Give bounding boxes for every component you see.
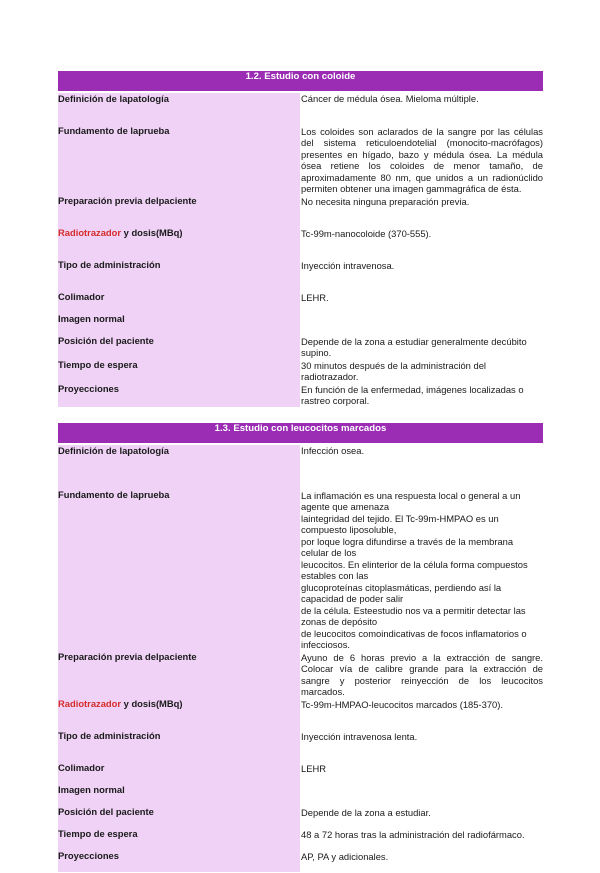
row-definicion — [58, 445, 543, 489]
row-proyecciones — [58, 383, 543, 407]
radiotrazador-link: Radiotrazador — [58, 227, 122, 238]
row-label: Tiempo de espera — [58, 359, 301, 383]
row-value: Cáncer de médula ósea. Mieloma múltiple. — [301, 93, 544, 125]
row-value: 30 minutos después de la administración del radiotrazador. — [301, 359, 544, 383]
row-value: 48 a 72 horas tras la administración del radiofármaco. — [301, 828, 544, 850]
table-title: 1.3. Estudio con leucocitos marcados — [58, 423, 543, 443]
row-label: Posición del paciente — [58, 335, 301, 359]
row-definicion — [58, 93, 543, 125]
row-value: Tc-99m-HMPAO-leucocitos marcados (185-370). — [301, 698, 544, 730]
row-posicion — [58, 806, 543, 828]
row-label — [58, 698, 301, 730]
row-label: Tiempo de espera — [58, 828, 301, 850]
row-value: Depende de la zona a estudiar. — [301, 806, 544, 828]
row-fundamento — [58, 489, 543, 651]
row-imagen — [58, 313, 543, 335]
row-label — [58, 227, 301, 259]
fundamento-line: por loque logra difundirse a través de la membrana celular de los — [301, 535, 514, 558]
row-tipo — [58, 730, 543, 762]
row-value — [301, 489, 544, 651]
row-fundamento — [58, 125, 543, 195]
row-colimador — [58, 762, 543, 784]
row-radiotrazador — [58, 227, 543, 259]
row-value: AP, PA y adicionales. — [301, 850, 544, 872]
row-value: Inyección intravenosa. — [301, 259, 544, 291]
row-value: Infección osea. — [301, 445, 544, 489]
table-header — [58, 71, 543, 91]
row-value: Tc-99m-nanocoloide (370-555). — [301, 227, 544, 259]
row-value: Inyección intravenosa lenta. — [301, 730, 544, 762]
row-tipo — [58, 259, 543, 291]
row-label: Preparación previa delpaciente — [58, 651, 301, 698]
row-label: Fundamento de laprueba — [58, 489, 301, 651]
row-label: Tipo de administración — [58, 259, 301, 291]
row-posicion — [58, 335, 543, 359]
row-radiotrazador — [58, 698, 543, 730]
row-value: No necesita ninguna preparación previa. — [301, 195, 544, 227]
fundamento-line: leucocitos. En elinterior de la célula forma compuestos estables con las — [301, 558, 528, 581]
row-label: Fundamento de laprueba — [58, 125, 301, 195]
fundamento-line: La inflamación es una respuesta local o general a un agente que amenaza — [301, 489, 521, 512]
row-label: Colimador — [58, 762, 301, 784]
row-value: Ayuno de 6 horas previo a la extracción de sangre. Colocar vía de calibre grande para la extracción de sangre y posterior reinyección de los leucocitos marcados. — [301, 651, 543, 697]
table-title: 1.2. Estudio con coloide — [58, 71, 543, 91]
row-label: Proyecciones — [58, 383, 301, 407]
row-proyecciones — [58, 850, 543, 872]
fundamento-line: de leucocitos comoindicativas de focos inflamatorios o infecciosos. — [301, 627, 527, 650]
row-preparacion — [58, 651, 543, 698]
row-label: Colimador — [58, 291, 301, 313]
row-imagen — [58, 784, 543, 806]
study-table-coloide — [58, 71, 543, 408]
row-label: Definición de lapatología — [58, 93, 301, 125]
row-label: Posición del paciente — [58, 806, 301, 828]
row-tiempo — [58, 828, 543, 850]
fundamento-line: glucoproteínas citoplasmáticas, perdiendo así la capacidad de poder salir — [301, 581, 502, 604]
table-header — [58, 423, 543, 443]
row-preparacion — [58, 195, 543, 227]
row-value — [301, 313, 544, 335]
row-value: En función de la enfermedad, imágenes localizadas o rastreo corporal. — [301, 383, 544, 407]
row-tiempo — [58, 359, 543, 383]
row-label: Imagen normal — [58, 784, 301, 806]
fundamento-line: de la célula. Esteestudio nos va a permitir detectar las zonas de depósito — [301, 604, 526, 627]
row-label-rest: y dosis(MBq) — [121, 227, 183, 238]
radiotrazador-link: Radiotrazador — [58, 698, 122, 709]
fundamento-line: laintegridad del tejido. El Tc-99m-HMPAO es un compuesto liposoluble, — [301, 512, 499, 535]
row-label: Preparación previa delpaciente — [58, 195, 301, 227]
row-value: Los coloides son aclarados de la sangre por las células del sistema reticuloendotelial (monocito-macrófagos) presentes en hígado, bazo y médula ósea. La médula ósea retiene los coloides de menor tamaño, de aproximadamente 80 nm, que unidos a un radionúclido permiten obtener una imagen gammagráfica de ésta. — [301, 125, 543, 194]
row-label: Definición de lapatología — [58, 445, 301, 489]
study-table-leucocitos — [58, 423, 543, 873]
row-value: LEHR. — [301, 291, 544, 313]
row-value — [301, 784, 544, 806]
row-label: Proyecciones — [58, 850, 301, 872]
row-colimador — [58, 291, 543, 313]
row-value: LEHR — [301, 762, 544, 784]
row-label-rest: y dosis(MBq) — [121, 698, 183, 709]
row-value: Depende de la zona a estudiar generalmente decúbito supino. — [301, 335, 544, 359]
row-label: Imagen normal — [58, 313, 301, 335]
row-label: Tipo de administración — [58, 730, 301, 762]
